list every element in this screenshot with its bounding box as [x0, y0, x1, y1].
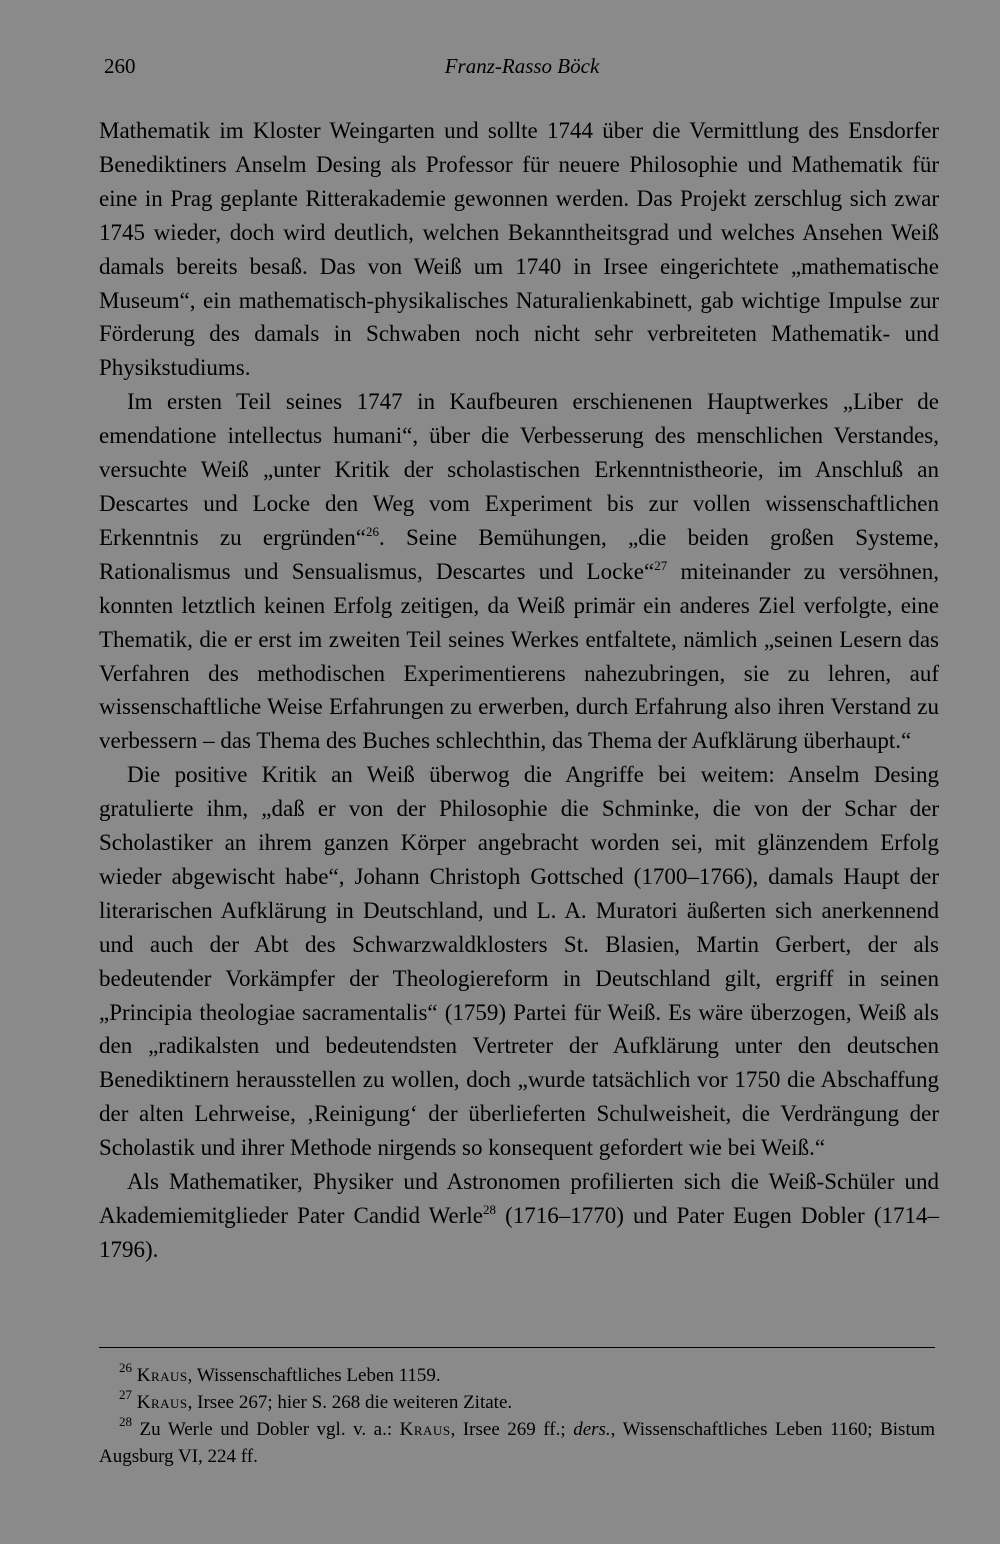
footnote-ders: ders.	[573, 1419, 611, 1440]
footnote-text: , Wissenschaftliches Leben 1159.	[187, 1365, 441, 1386]
footnote-text: Zu Werle und Dobler vgl. v. a.:	[139, 1419, 400, 1440]
footnote-ref: 27	[654, 557, 668, 573]
footnote	[99, 1389, 935, 1416]
footnote-text: , Irsee 267; hier S. 268 die weiteren Zitate.	[187, 1392, 513, 1413]
paragraph-text: (1716–1770) und Pater Eugen Dobler (1714–1796).	[99, 1203, 939, 1262]
paragraph	[99, 1165, 939, 1267]
paragraph-text: Die positive Kritik an Weiß überwog die Angriffe bei weitem: Anselm Desing gratulierte ihm, „daß er von der Philosophie die Schminke, die von der Schar der Scholastiker an ihrem ganzen Körper angebracht worden sei, mit glänzendem Erfolg wieder abgewischt habe“, Johann Christoph Gottsched (1700–1766), damals Haupt der literarischen Aufklärung in Deutschland, und L. A. Muratori äußerten sich anerkennend und auch der Abt des Schwarzwaldklosters St. Blasien, Martin Gerbert, der als bedeutender Vorkämpfer der Theologiereform in Deutschland gilt, ergriff in seinen „Principia theologiae sacramentalis“ (1759) Partei für Weiß. Es wäre überzogen, Weiß als den „radikalsten und bedeutendsten Vertreter der Aufklärung unter den deutschen Benediktinern herausstellen zu wollen, doch „wurde tatsächlich vor 1750 die Abschaffung der alten Lehrweise, ‚Reinigung‘ der überlieferten Schulweisheit, die Verdrängung der Scholastik und ihrer Methode nirgends so konsequent gefordert wie bei Weiß.“	[99, 762, 939, 1161]
footnote-author: Kraus	[136, 1365, 188, 1386]
footnote-text: , Irsee 269 ff.;	[450, 1419, 574, 1440]
footnote-number: 27	[119, 1387, 132, 1402]
page-header	[104, 54, 940, 88]
paragraph-text: miteinander zu versöhnen, konnten letztlich keinen Erfolg zeitigen, da Weiß primär ein anderes Ziel verfolgte, eine Thematik, die er erst im zweiten Teil seines Werkes entfaltete, nämlich „seinen Lesern das Verfahren des methodischen Experimentierens nahezubringen, sie zu lehren, auf wissenschaftliche Weise Erfahrungen zu erwerben, durch Erfahrung also ihren Verstand zu verbessern – das Thema des Buches schlechthin, das Thema der Aufklärung überhaupt.“	[99, 558, 939, 754]
paragraph	[99, 385, 939, 758]
footnote-ref: 26	[365, 523, 379, 539]
paragraph	[99, 758, 939, 1165]
paragraph-text: . Seine Bemühungen, „die beiden großen Systeme, Rationalismus und Sensualismus, Descartes und Locke“	[99, 524, 939, 584]
footnote-text: , Wissenschaftliches Leben 1160; Bistum Augsburg VI, 224 ff.	[99, 1419, 935, 1467]
footnotes	[99, 1362, 935, 1470]
footnote-number: 26	[119, 1360, 132, 1375]
paragraph	[99, 114, 939, 385]
footnote-separator	[99, 1347, 935, 1348]
page-number: 260	[104, 54, 136, 78]
footnote-author: Kraus	[136, 1392, 188, 1413]
running-head: Franz-Rasso Böck	[444, 54, 600, 78]
footnote	[99, 1362, 935, 1389]
body-text	[99, 114, 939, 1267]
footnote-ref: 28	[482, 1202, 496, 1217]
footnote-number: 28	[119, 1414, 132, 1429]
footnote-author: Kraus	[399, 1419, 451, 1440]
paragraph-text: Als Mathematiker, Physiker und Astronomen profilierten sich die Weiß-Schüler und Akademiemitglieder Pater Candid Werle	[99, 1169, 939, 1228]
paragraph-text: Mathematik im Kloster Weingarten und sollte 1744 über die Vermittlung des Ensdorfer Benediktiners Anselm Desing als Professor für neuere Philosophie und Mathematik für eine in Prag geplante Ritterakademie gewonnen werden. Das Projekt zerschlug sich zwar 1745 wieder, doch wird deutlich, welchen Bekanntheitsgrad und welches Ansehen Weiß damals bereits besaß. Das von Weiß um 1740 in Irsee eingerichtete „mathematische Museum“, ein mathematisch-physikalisches Naturalienkabinett, gab wichtige Impulse zur Förderung des damals in Schwaben noch nicht sehr verbreiteten Mathematik- und Physikstudiums.	[99, 118, 939, 381]
footnote	[99, 1416, 935, 1470]
paragraph-text: Im ersten Teil seines 1747 in Kaufbeuren erschienenen Hauptwerkes „Liber de emendatione intellectus humani“, über die Verbesserung des menschlichen Verstandes, versuchte Weiß „unter Kritik der scholastischen Erkenntnistheorie, im Anschluß an Descartes und Locke den Weg vom Experiment bis zur vollen wissenschaftlichen Erkenntnis zu ergründen“	[99, 389, 939, 550]
